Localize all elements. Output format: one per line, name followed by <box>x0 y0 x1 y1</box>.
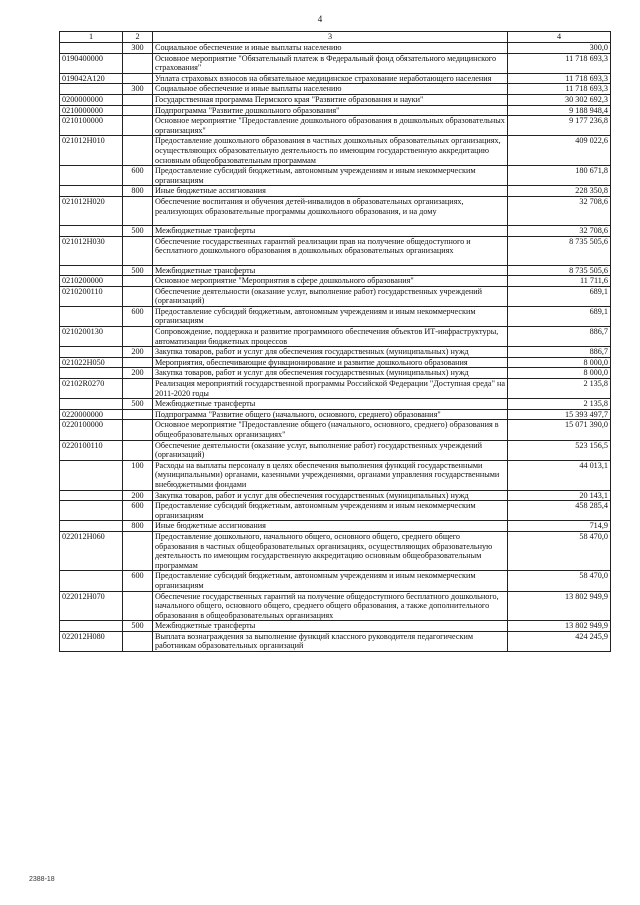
table-row <box>60 286 611 306</box>
table-row <box>60 186 611 197</box>
amount-value: 2 135,8 <box>508 379 611 399</box>
expense-type-code: 800 <box>123 521 153 532</box>
table-row <box>60 631 611 651</box>
expense-type-code <box>123 73 153 84</box>
item-name: Иные бюджетные ассигнования <box>153 521 508 532</box>
item-name: Обеспечение воспитания и обучения детей-инвалидов в образовательных организациях, реализующих образовательные программы дошкольного образования, и на дому <box>153 196 508 225</box>
target-article-code: 022012Н060 <box>60 531 123 570</box>
item-name: Реализация мероприятий государственной программы Российской Федерации "Доступная среда" на 2011-2020 годы <box>153 379 508 399</box>
table-row <box>60 531 611 570</box>
expense-type-code: 600 <box>123 306 153 326</box>
expense-type-code: 100 <box>123 460 153 490</box>
expense-type-code: 200 <box>123 490 153 501</box>
amount-value: 523 156,5 <box>508 440 611 460</box>
target-article-code <box>60 621 123 632</box>
target-article-code <box>60 225 123 236</box>
table-row <box>60 43 611 54</box>
table-header-row <box>60 32 611 43</box>
item-name: Уплата страховых взносов на обязательное медицинское страхование неработающего населения <box>153 73 508 84</box>
expense-type-code <box>123 276 153 287</box>
item-name: Социальное обеспечение и иные выплаты населению <box>153 43 508 54</box>
target-article-code: 0190400000 <box>60 53 123 73</box>
expense-type-code <box>123 631 153 651</box>
expense-type-code <box>123 53 153 73</box>
table-row <box>60 306 611 326</box>
target-article-code <box>60 166 123 186</box>
target-article-code <box>60 521 123 532</box>
amount-value: 30 302 692,3 <box>508 94 611 105</box>
amount-value: 58 470,0 <box>508 531 611 570</box>
header-col-2: 2 <box>123 32 153 43</box>
amount-value: 458 285,4 <box>508 501 611 521</box>
item-name: Основное мероприятие "Обязательный платеж в Федеральный фонд обязательного медицинского страхования" <box>153 53 508 73</box>
table-row <box>60 357 611 368</box>
table-row <box>60 105 611 116</box>
table-row <box>60 53 611 73</box>
target-article-code: 021012Н020 <box>60 196 123 225</box>
table-row <box>60 460 611 490</box>
table-row <box>60 368 611 379</box>
item-name: Подпрограмма "Развитие дошкольного образования" <box>153 105 508 116</box>
item-name: Основное мероприятие "Предоставление общего (начального, основного, среднего) образования в общеобразовательных организациях" <box>153 420 508 440</box>
table-row <box>60 347 611 358</box>
target-article-code <box>60 460 123 490</box>
target-article-code: 019042А120 <box>60 73 123 84</box>
item-name: Обеспечение государственных гарантий реализации прав на получение общедоступного и бесплатного дошкольного образования в дошкольных образовательных организациях <box>153 236 508 265</box>
item-name: Межбюджетные трансферты <box>153 225 508 236</box>
target-article-code: 0200000000 <box>60 94 123 105</box>
table-row <box>60 136 611 166</box>
expense-type-code <box>123 440 153 460</box>
item-name: Предоставление субсидий бюджетным, автономным учреждениям и иным некоммерческим организациям <box>153 571 508 591</box>
amount-value: 9 177 236,8 <box>508 116 611 136</box>
target-article-code: 021012Н030 <box>60 236 123 265</box>
amount-value: 20 143,1 <box>508 490 611 501</box>
expense-type-code: 500 <box>123 399 153 410</box>
header-col-3: 3 <box>153 32 508 43</box>
expense-type-code: 600 <box>123 501 153 521</box>
target-article-code: 0210200000 <box>60 276 123 287</box>
budget-table-body <box>60 32 611 652</box>
amount-value: 44 013,1 <box>508 460 611 490</box>
expense-type-code <box>123 286 153 306</box>
table-row <box>60 276 611 287</box>
table-row <box>60 571 611 591</box>
table-row <box>60 94 611 105</box>
expense-type-code: 200 <box>123 368 153 379</box>
item-name: Расходы на выплаты персоналу в целях обеспечения выполнения функций государственными (муниципальными) органами, казенными учреждениями, органами управления государственными внебюджетными фондами <box>153 460 508 490</box>
amount-value: 886,7 <box>508 347 611 358</box>
target-article-code <box>60 84 123 95</box>
item-name: Мероприятия, обеспечивающие функционирование и развитие дошкольного образования <box>153 357 508 368</box>
expense-type-code: 500 <box>123 621 153 632</box>
page-number: 4 <box>317 14 323 24</box>
target-article-code <box>60 186 123 197</box>
amount-value: 15 071 390,0 <box>508 420 611 440</box>
item-name: Основное мероприятие "Мероприятия в сфере дошкольного образования" <box>153 276 508 287</box>
expense-type-code <box>123 236 153 265</box>
amount-value: 886,7 <box>508 327 611 347</box>
target-article-code <box>60 368 123 379</box>
item-name: Предоставление дошкольного образования в частных дошкольных образовательных организациях, осуществляющих образовательную деятельность по имеющим государственную аккредитацию основным общеобразовательным программам <box>153 136 508 166</box>
target-article-code <box>60 501 123 521</box>
amount-value: 300,0 <box>508 43 611 54</box>
header-col-1: 1 <box>60 32 123 43</box>
item-name: Закупка товаров, работ и услуг для обеспечения государственных (муниципальных) нужд <box>153 347 508 358</box>
table-row <box>60 591 611 621</box>
target-article-code: 0220100000 <box>60 420 123 440</box>
item-name: Государственная программа Пермского края "Развитие образования и науки" <box>153 94 508 105</box>
amount-value: 689,1 <box>508 306 611 326</box>
item-name: Обеспечение деятельности (оказание услуг, выполнение работ) государственных учреждений (организаций) <box>153 286 508 306</box>
target-article-code: 0220000000 <box>60 409 123 420</box>
expense-type-code: 600 <box>123 166 153 186</box>
item-name: Межбюджетные трансферты <box>153 621 508 632</box>
target-article-code <box>60 399 123 410</box>
header-col-4: 4 <box>508 32 611 43</box>
item-name: Предоставление субсидий бюджетным, автономным учреждениям и иным некоммерческим организациям <box>153 166 508 186</box>
budget-table <box>59 31 611 652</box>
expense-type-code <box>123 116 153 136</box>
item-name: Предоставление субсидий бюджетным, автономным учреждениям и иным некоммерческим организациям <box>153 306 508 326</box>
item-name: Предоставление субсидий бюджетным, автономным учреждениям и иным некоммерческим организациям <box>153 501 508 521</box>
table-row <box>60 501 611 521</box>
expense-type-code: 600 <box>123 571 153 591</box>
expense-type-code <box>123 105 153 116</box>
expense-type-code: 300 <box>123 43 153 54</box>
amount-value: 228 350,8 <box>508 186 611 197</box>
expense-type-code <box>123 420 153 440</box>
target-article-code: 021022Н050 <box>60 357 123 368</box>
amount-value: 714,9 <box>508 521 611 532</box>
item-name: Межбюджетные трансферты <box>153 265 508 276</box>
table-row <box>60 116 611 136</box>
amount-value: 15 393 497,7 <box>508 409 611 420</box>
target-article-code: 021012Н010 <box>60 136 123 166</box>
table-row <box>60 420 611 440</box>
table-row <box>60 225 611 236</box>
target-article-code <box>60 265 123 276</box>
item-name: Социальное обеспечение и иные выплаты населению <box>153 84 508 95</box>
target-article-code <box>60 306 123 326</box>
table-row <box>60 327 611 347</box>
expense-type-code <box>123 357 153 368</box>
expense-type-code: 800 <box>123 186 153 197</box>
amount-value: 32 708,6 <box>508 225 611 236</box>
target-article-code: 0210200130 <box>60 327 123 347</box>
expense-type-code: 500 <box>123 265 153 276</box>
amount-value: 9 188 948,4 <box>508 105 611 116</box>
table-row <box>60 490 611 501</box>
item-name: Обеспечение деятельности (оказание услуг, выполнение работ) государственных учреждений (организаций) <box>153 440 508 460</box>
amount-value: 11 711,6 <box>508 276 611 287</box>
target-article-code: 0220100110 <box>60 440 123 460</box>
amount-value: 11 718 693,3 <box>508 73 611 84</box>
target-article-code <box>60 43 123 54</box>
item-name: Иные бюджетные ассигнования <box>153 186 508 197</box>
table-row <box>60 409 611 420</box>
table-row <box>60 521 611 532</box>
item-name: Предоставление дошкольного, начального общего, основного общего, среднего общего образования в частных общеобразовательных организациях, осуществляющих образовательную деятельность по имеющим государственную аккредитацию основным общеобразовательным программам <box>153 531 508 570</box>
expense-type-code <box>123 136 153 166</box>
table-row <box>60 265 611 276</box>
expense-type-code: 200 <box>123 347 153 358</box>
amount-value: 8 000,0 <box>508 368 611 379</box>
expense-type-code <box>123 196 153 225</box>
target-article-code <box>60 347 123 358</box>
target-article-code: 022012Н080 <box>60 631 123 651</box>
expense-type-code <box>123 409 153 420</box>
target-article-code: 022012Н070 <box>60 591 123 621</box>
amount-value: 8 735 505,6 <box>508 236 611 265</box>
item-name: Закупка товаров, работ и услуг для обеспечения государственных (муниципальных) нужд <box>153 490 508 501</box>
amount-value: 8 735 505,6 <box>508 265 611 276</box>
amount-value: 2 135,8 <box>508 399 611 410</box>
table-row <box>60 166 611 186</box>
expense-type-code <box>123 531 153 570</box>
table-row <box>60 399 611 410</box>
table-row <box>60 379 611 399</box>
table-row <box>60 196 611 225</box>
target-article-code: 02102R0270 <box>60 379 123 399</box>
amount-value: 11 718 693,3 <box>508 53 611 73</box>
target-article-code: 0210200110 <box>60 286 123 306</box>
table-row <box>60 236 611 265</box>
item-name: Основное мероприятие "Предоставление дошкольного образования в дошкольных образовательных организациях" <box>153 116 508 136</box>
item-name: Выплата вознаграждения за выполнение функций классного руководителя педагогическим работникам образовательных организаций <box>153 631 508 651</box>
table-row <box>60 440 611 460</box>
amount-value: 11 718 693,3 <box>508 84 611 95</box>
item-name: Подпрограмма "Развитие общего (начального, основного, среднего) образования" <box>153 409 508 420</box>
target-article-code <box>60 490 123 501</box>
table-row <box>60 84 611 95</box>
expense-type-code: 500 <box>123 225 153 236</box>
amount-value: 13 802 949,9 <box>508 621 611 632</box>
item-name: Обеспечение государственных гарантий на получение общедоступного бесплатного дошкольного, начального общего, основного общего, среднего общего образования, а также дополнительного образования в общеобразовательных организациях <box>153 591 508 621</box>
expense-type-code <box>123 327 153 347</box>
target-article-code: 0210000000 <box>60 105 123 116</box>
amount-value: 32 708,6 <box>508 196 611 225</box>
amount-value: 13 802 949,9 <box>508 591 611 621</box>
table-row <box>60 621 611 632</box>
expense-type-code <box>123 94 153 105</box>
expense-type-code <box>123 591 153 621</box>
target-article-code: 0210100000 <box>60 116 123 136</box>
item-name: Сопровождение, поддержка и развитие программного обеспечения объектов ИТ-инфраструктуры, автоматизации бюджетных процессов <box>153 327 508 347</box>
amount-value: 424 245,9 <box>508 631 611 651</box>
item-name: Межбюджетные трансферты <box>153 399 508 410</box>
expense-type-code: 300 <box>123 84 153 95</box>
amount-value: 180 671,8 <box>508 166 611 186</box>
amount-value: 689,1 <box>508 286 611 306</box>
amount-value: 58 470,0 <box>508 571 611 591</box>
amount-value: 8 000,0 <box>508 357 611 368</box>
amount-value: 409 022,6 <box>508 136 611 166</box>
table-row <box>60 73 611 84</box>
item-name: Закупка товаров, работ и услуг для обеспечения государственных (муниципальных) нужд <box>153 368 508 379</box>
expense-type-code <box>123 379 153 399</box>
target-article-code <box>60 571 123 591</box>
document-code: 2388-18 <box>29 876 55 883</box>
